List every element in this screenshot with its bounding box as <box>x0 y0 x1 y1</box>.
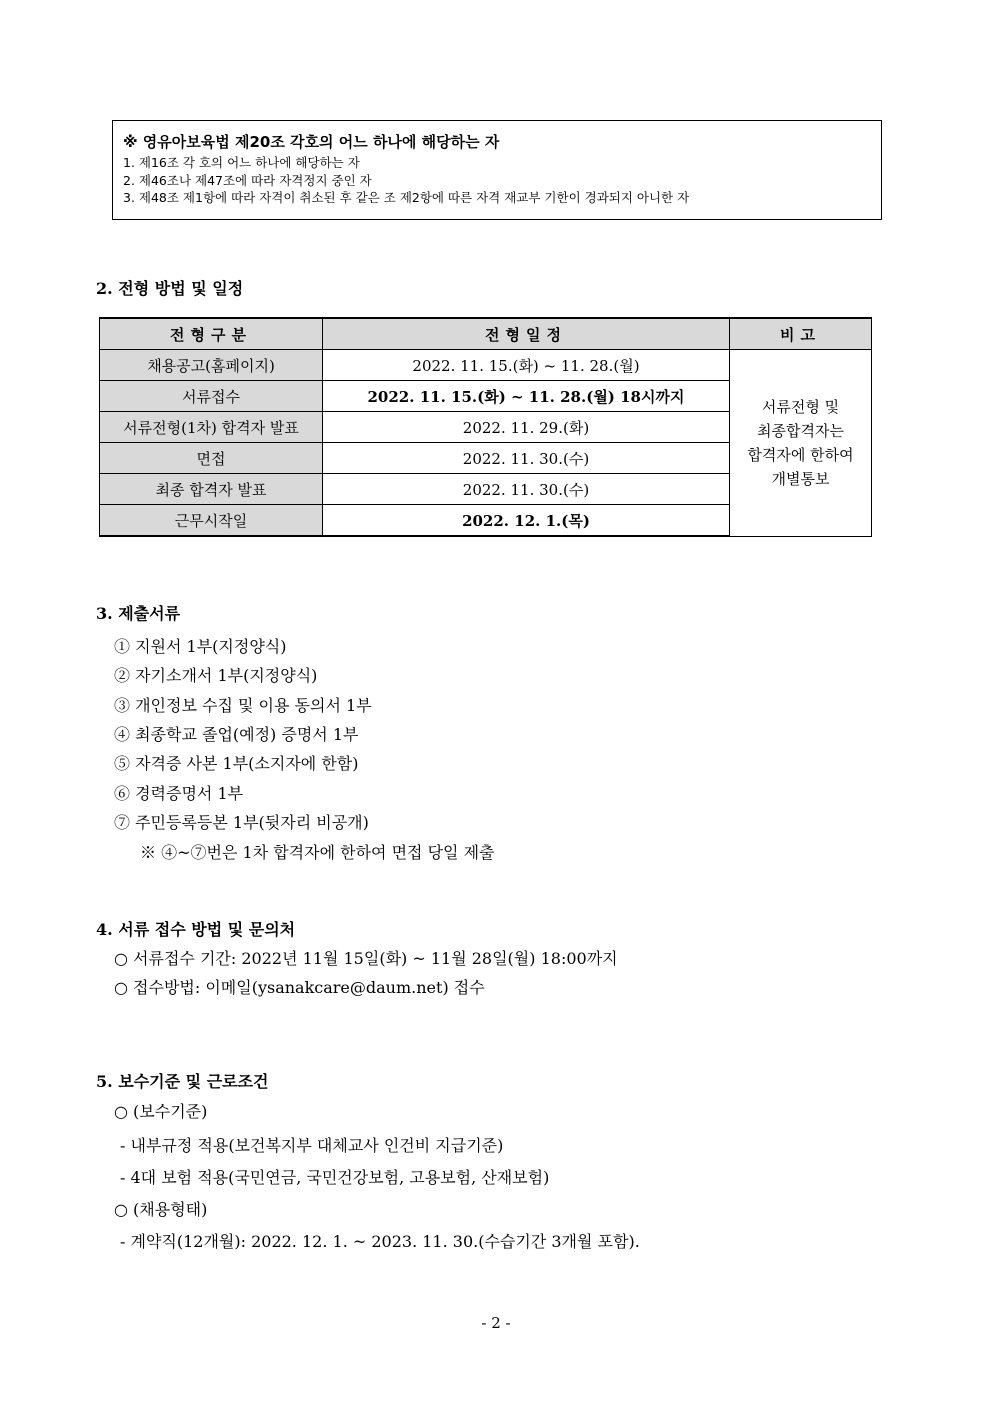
header-category: 전형구분 <box>100 318 323 350</box>
notice-box <box>112 120 882 220</box>
conditions-line: ○ (채용형태) <box>114 1200 208 1219</box>
remark-line: 서류전형 및 <box>761 397 840 416</box>
remark-line: 합격자에 한하여 <box>747 445 854 464</box>
remark-line: 최종합격자는 <box>757 421 844 440</box>
schedule-table <box>99 317 872 537</box>
conditions-line: ○ (보수기준) <box>114 1102 208 1121</box>
notice-line: 1. 제16조 각 호의 어느 하나에 해당하는 자 <box>123 155 360 170</box>
section-heading-application: 4. 서류 접수 방법 및 문의처 <box>96 920 296 939</box>
row-label: 근무시작일 <box>100 505 323 537</box>
remark-line: 개별통보 <box>771 469 830 488</box>
document-item: ⑥ 경력증명서 1부 <box>114 784 244 803</box>
section-heading-conditions: 5. 보수기준 및 근로조건 <box>96 1072 269 1091</box>
documents-note: ※ ④~⑦번은 1차 합격자에 한하여 면접 당일 제출 <box>140 843 495 862</box>
row-schedule: 2022. 11. 15.(화) ~ 11. 28.(월) 18시까지 <box>323 381 730 412</box>
application-item: ○ 접수방법: 이메일(ysanakcare@daum.net) 접수 <box>114 978 485 997</box>
row-label: 최종 합격자 발표 <box>100 474 323 505</box>
row-schedule: 2022. 11. 29.(화) <box>323 412 730 443</box>
notice-line: 2. 제46조나 제47조에 따라 자격정지 중인 자 <box>123 172 372 188</box>
row-label: 서류접수 <box>100 381 323 412</box>
row-schedule: 2022. 12. 1.(목) <box>323 505 730 537</box>
row-schedule: 2022. 11. 30.(수) <box>323 443 730 474</box>
document-item: ① 지원서 1부(지정양식) <box>114 637 287 656</box>
conditions-line: - 계약직(12개월): 2022. 12. 1. ~ 2023. 11. 30.(수습기간 3개월 포함). <box>120 1232 640 1251</box>
document-item: ② 자기소개서 1부(지정양식) <box>114 666 318 685</box>
row-label: 채용공고(홈페이지) <box>100 350 323 381</box>
application-item: ○ 서류접수 기간: 2022년 11월 15일(화) ~ 11월 28일(월) 18:00까지 <box>114 949 618 968</box>
row-label: 면접 <box>100 443 323 474</box>
conditions-line: - 4대 보험 적용(국민연금, 국민건강보험, 고용보험, 산재보험) <box>120 1168 550 1187</box>
document-item: ⑤ 자격증 사본 1부(소지자에 한함) <box>114 754 359 773</box>
document-item: ③ 개인정보 수집 및 이용 동의서 1부 <box>114 696 372 715</box>
row-label: 서류전형(1차) 합격자 발표 <box>100 412 323 443</box>
conditions-line: - 내부규정 적용(보건복지부 대체교사 인건비 지급기준) <box>120 1136 504 1155</box>
notice-line: 3. 제48조 제1항에 따라 자격이 취소된 후 같은 조 제2항에 따른 자격 재교부 기한이 경과되지 아니한 자 <box>123 190 690 205</box>
page-number: - 2 - <box>481 1314 511 1332</box>
row-schedule: 2022. 11. 30.(수) <box>323 474 730 505</box>
table-header-row <box>100 318 872 350</box>
header-remark: 비고 <box>730 318 872 350</box>
header-schedule: 전형일정 <box>323 318 730 350</box>
document-item: ④ 최종학교 졸업(예정) 증명서 1부 <box>114 725 359 744</box>
section-heading-schedule: 2. 전형 방법 및 일정 <box>96 279 244 298</box>
notice-title: ※ 영유아보육법 제20조 각호의 어느 하나에 해당하는 자 <box>123 133 500 151</box>
remark-cell <box>730 350 872 537</box>
document-item: ⑦ 주민등록등본 1부(뒷자리 비공개) <box>114 813 369 832</box>
section-heading-documents: 3. 제출서류 <box>96 604 181 623</box>
row-schedule: 2022. 11. 15.(화) ~ 11. 28.(월) <box>323 350 730 381</box>
table-row <box>100 350 872 381</box>
